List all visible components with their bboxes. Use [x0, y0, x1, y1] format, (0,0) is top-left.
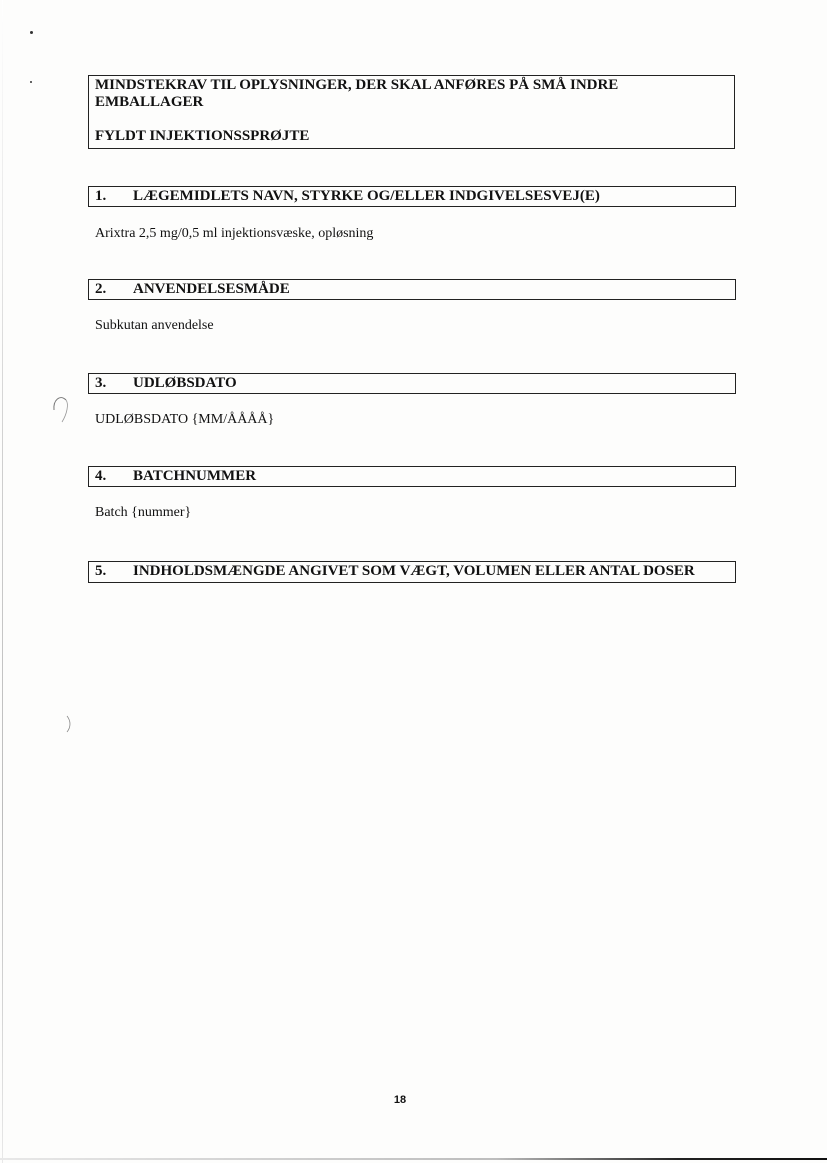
scan-speck [30, 81, 32, 83]
section-title: ANVENDELSESMÅDE [133, 281, 290, 297]
section-number: 5. [95, 563, 107, 579]
section-heading-4 [88, 466, 736, 487]
section-heading-1 [88, 186, 736, 207]
header-subtitle: FYLDT INJEKTIONSSPRØJTE [95, 128, 310, 144]
section-title: LÆGEMIDLETS NAVN, STYRKE OG/ELLER INDGIVELSESVEJ(E) [133, 188, 600, 204]
header-box [88, 75, 735, 149]
section-heading-3 [88, 373, 736, 394]
section-number: 1. [95, 188, 107, 204]
scan-edge-left [2, 0, 3, 1163]
section-title: INDHOLDSMÆNGDE ANGIVET SOM VÆGT, VOLUMEN ELLER ANTAL DOSER [133, 563, 695, 579]
punch-hole-mark [64, 714, 74, 734]
scan-edge-bottom [0, 1158, 827, 1160]
section-number: 3. [95, 375, 107, 391]
section-number: 4. [95, 468, 107, 484]
section-heading-2 [88, 279, 736, 300]
section-text-1: Arixtra 2,5 mg/0,5 ml injektionsvæske, opløsning [95, 226, 374, 241]
section-text-2: Subkutan anvendelse [95, 318, 214, 333]
header-title: MINDSTEKRAV TIL OPLYSNINGER, DER SKAL ANFØRES PÅ SMÅ INDRE EMBALLAGER [95, 77, 619, 110]
section-title: UDLØBSDATO [133, 375, 237, 391]
punch-hole-mark [50, 392, 70, 426]
section-text-4: Batch {nummer} [95, 505, 192, 520]
section-heading-5 [88, 561, 736, 583]
scan-speck [30, 31, 33, 34]
section-number: 2. [95, 281, 107, 297]
section-text-3: UDLØBSDATO {MM/ÅÅÅÅ} [95, 412, 275, 427]
section-title: BATCHNUMMER [133, 468, 257, 484]
page-number: 18 [393, 1094, 407, 1106]
